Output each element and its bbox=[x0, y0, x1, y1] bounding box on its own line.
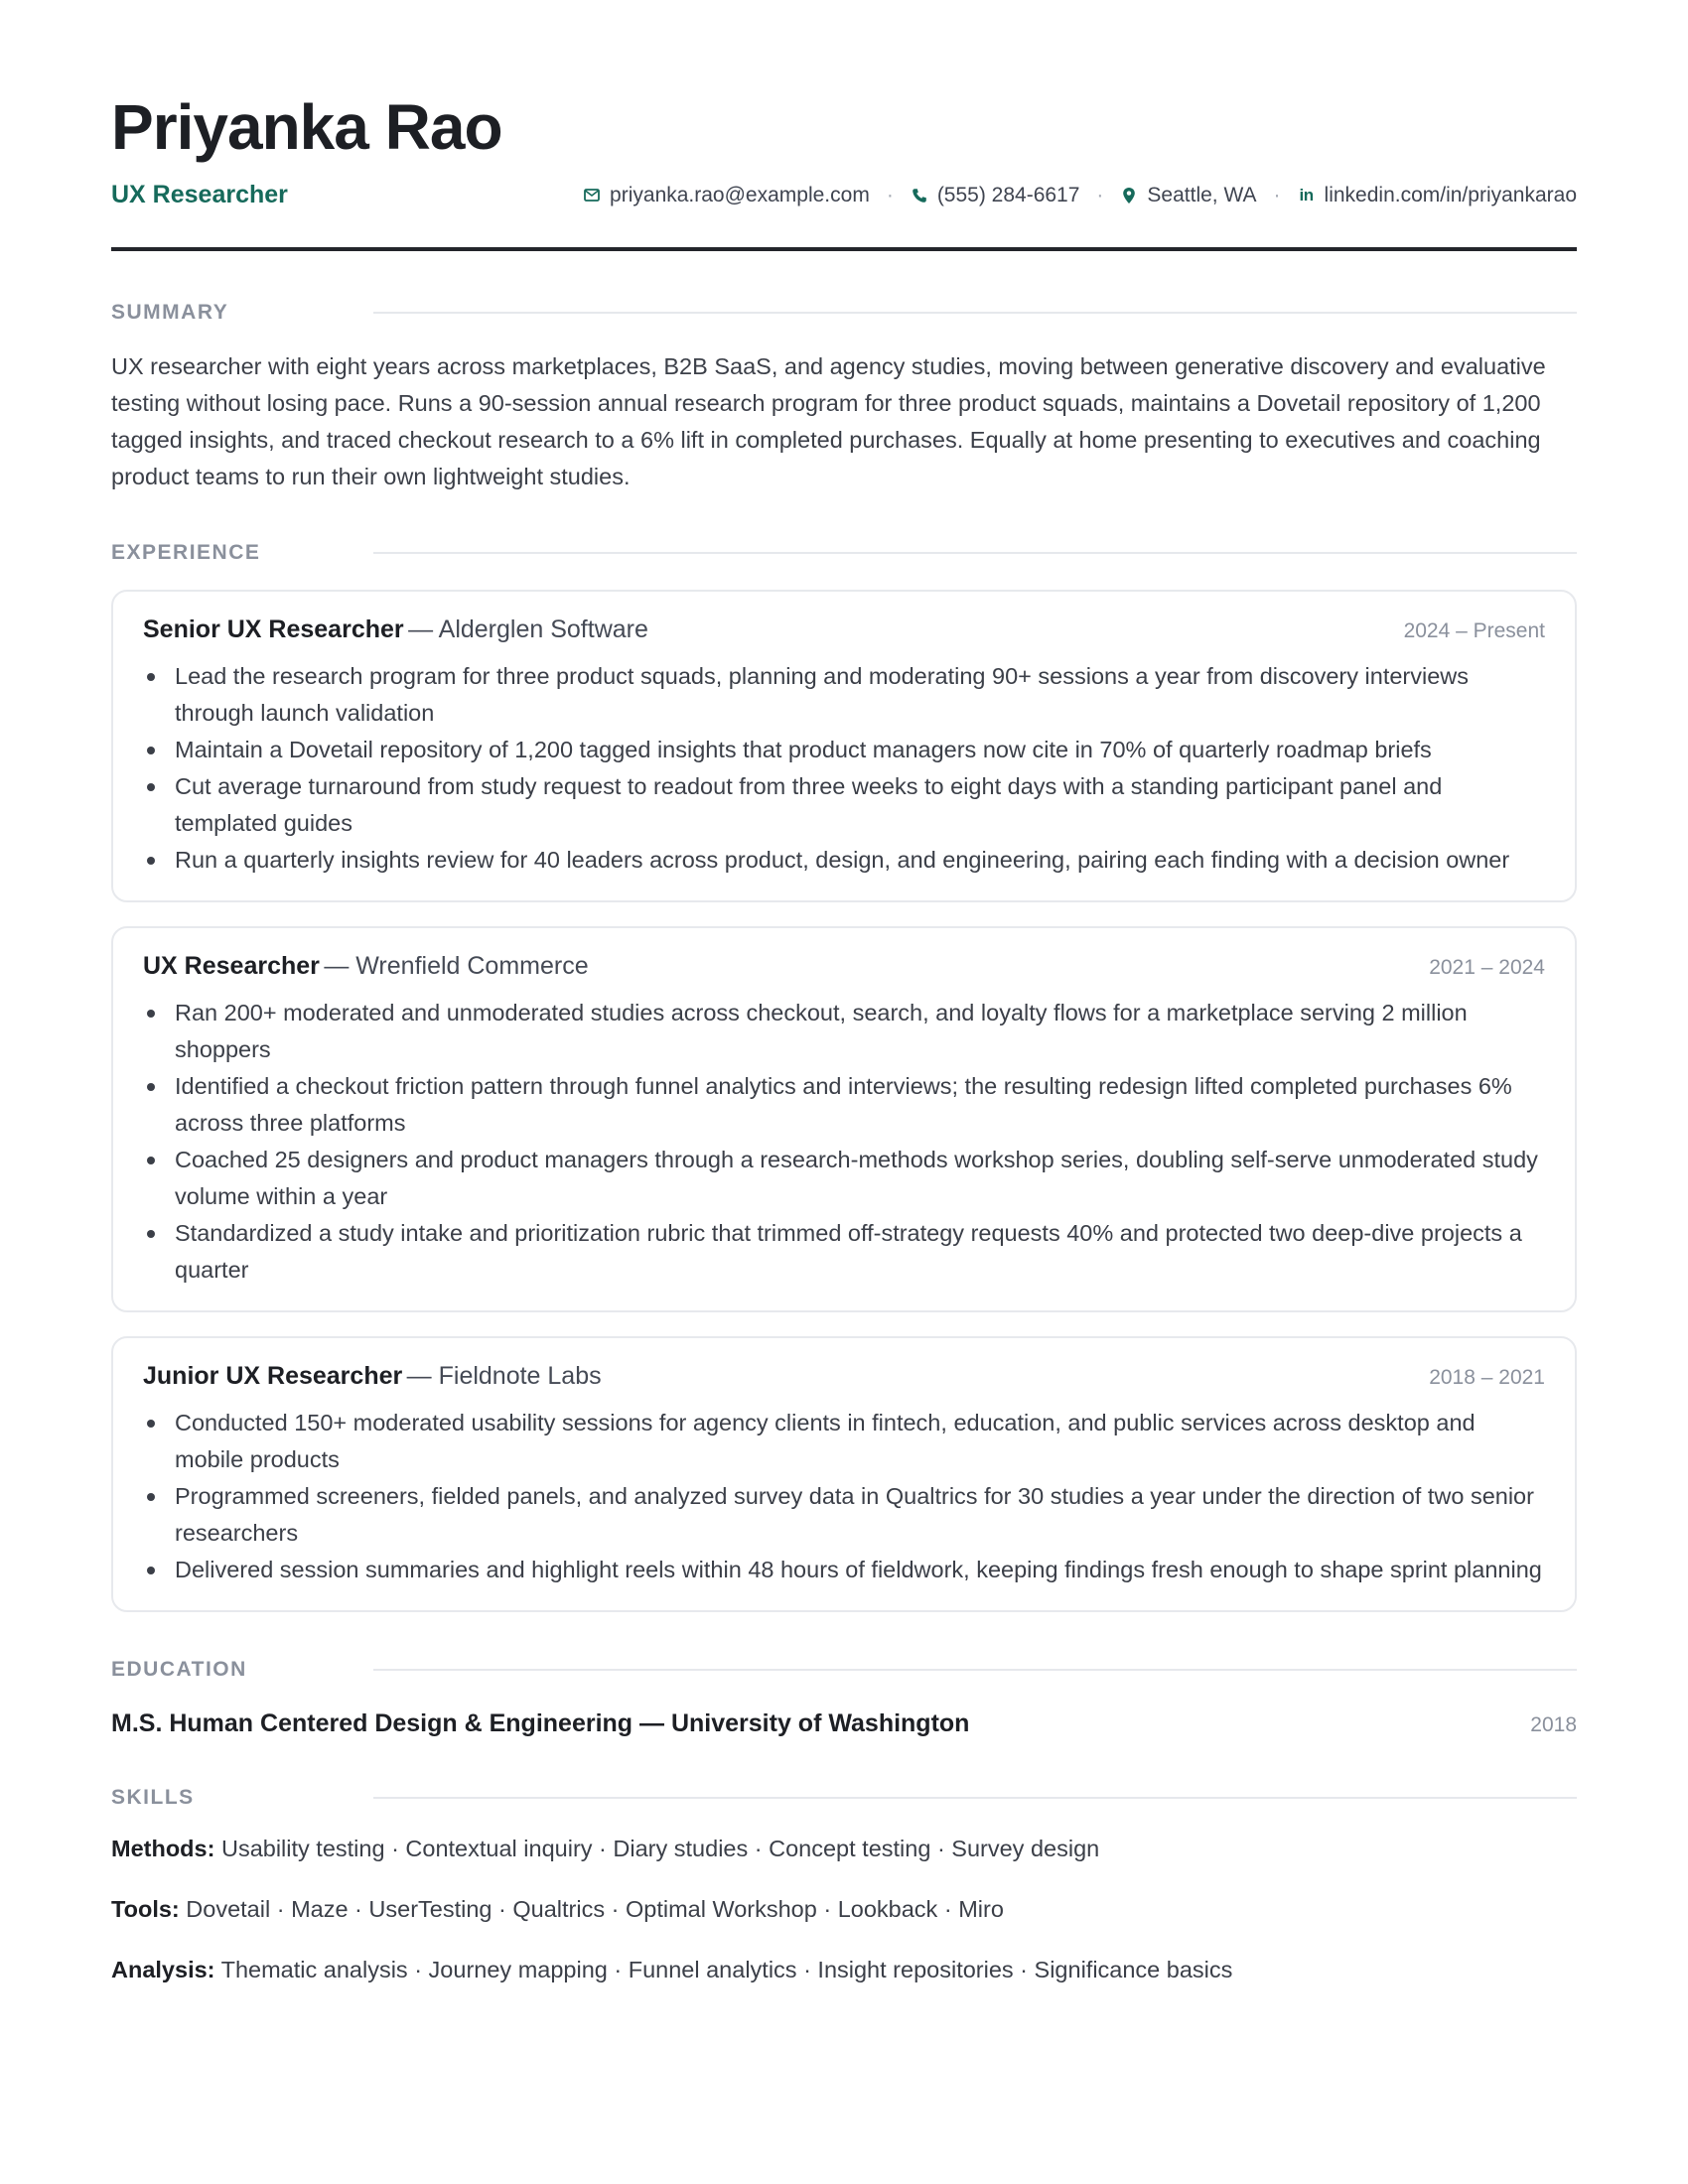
job-bullet: Run a quarterly insights review for 40 leaders across product, design, and engineering, pairing each finding with a decision owner bbox=[143, 842, 1545, 879]
candidate-name: Priyanka Rao bbox=[111, 91, 502, 163]
contact-location-text: Seattle, WA bbox=[1147, 183, 1257, 206]
experience-heading bbox=[111, 541, 1577, 565]
skill-group-items: Thematic analysis · Journey mapping · Funnel analytics · Insight repositories · Significance basics bbox=[220, 1957, 1233, 1982]
job-bullets bbox=[143, 658, 1545, 879]
header-row bbox=[111, 181, 1577, 209]
job-dates: 2018 – 2021 bbox=[1429, 1366, 1545, 1389]
education-heading bbox=[111, 1658, 1577, 1682]
contact-separator: · bbox=[1273, 183, 1281, 206]
summary-section bbox=[111, 301, 1577, 495]
header-divider bbox=[111, 247, 1577, 251]
experience-card bbox=[111, 926, 1577, 1312]
job-company: — Fieldnote Labs bbox=[406, 1362, 602, 1390]
job-bullet: Programmed screeners, fielded panels, and analyzed survey data in Qualtrics for 30 studies a year under the direction of two senior researchers bbox=[143, 1478, 1545, 1552]
education-entry bbox=[111, 1709, 1577, 1738]
education-degree: M.S. Human Centered Design & Engineering — University of Washington bbox=[111, 1709, 970, 1737]
skill-group bbox=[111, 1834, 1577, 1863]
education-year: 2018 bbox=[1530, 1713, 1577, 1736]
skill-group-items: Usability testing · Contextual inquiry · Diary studies · Concept testing · Survey design bbox=[220, 1836, 1100, 1861]
job-bullet: Standardized a study intake and prioritization rubric that trimmed off-strategy requests 40% and protected two deep-dive projects a quarter bbox=[143, 1215, 1545, 1289]
contact-email-text: priyanka.rao@example.com bbox=[610, 183, 870, 206]
job-title: Senior UX Researcher bbox=[143, 615, 404, 643]
job-bullet: Delivered session summaries and highlight reels within 48 hours of fieldwork, keeping findings fresh enough to shape sprint planning bbox=[143, 1552, 1545, 1588]
skill-group bbox=[111, 1894, 1577, 1924]
contact-list bbox=[583, 184, 1577, 207]
contact-linkedin[interactable] bbox=[1298, 184, 1577, 207]
job-title: Junior UX Researcher bbox=[143, 1362, 403, 1390]
job-bullet: Conducted 150+ moderated usability sessions for agency clients in fintech, education, and public services across desktop and mobile products bbox=[143, 1405, 1545, 1478]
job-dates: 2021 – 2024 bbox=[1429, 956, 1545, 979]
education-section bbox=[111, 1658, 1577, 1738]
skill-group-label: Methods: bbox=[111, 1836, 215, 1861]
phone-icon bbox=[911, 187, 928, 205]
contact-separator: · bbox=[886, 183, 894, 206]
job-bullet: Identified a checkout friction pattern through funnel analytics and interviews; the resulting redesign lifted completed purchases 6% across three platforms bbox=[143, 1068, 1545, 1142]
section-divider bbox=[373, 1669, 1577, 1671]
job-header bbox=[143, 1362, 1545, 1391]
skill-group bbox=[111, 1955, 1577, 1984]
job-bullet: Cut average turnaround from study request to readout from three weeks to eight days with a standing participant panel and templated guides bbox=[143, 768, 1545, 842]
section-title: EXPERIENCE bbox=[111, 541, 261, 564]
contact-email[interactable] bbox=[583, 184, 870, 207]
experience-card bbox=[111, 590, 1577, 902]
contact-linkedin-text: linkedin.com/in/priyankarao bbox=[1324, 183, 1577, 206]
job-bullet: Coached 25 designers and product managers through a research-methods workshop series, doubling self-serve unmoderated study volume within a year bbox=[143, 1142, 1545, 1215]
skill-group-label: Tools: bbox=[111, 1896, 180, 1922]
skills-section bbox=[111, 1786, 1577, 1984]
job-header bbox=[143, 952, 1545, 981]
job-bullet: Lead the research program for three product squads, planning and moderating 90+ sessions a year from discovery interviews through launch validation bbox=[143, 658, 1545, 732]
experience-section bbox=[111, 541, 1577, 1612]
job-role: UX Researcher bbox=[111, 181, 288, 208]
job-bullet: Ran 200+ moderated and unmoderated studies across checkout, search, and loyalty flows for a marketplace serving 2 million shoppers bbox=[143, 995, 1545, 1068]
job-bullets bbox=[143, 995, 1545, 1289]
job-bullet: Maintain a Dovetail repository of 1,200 tagged insights that product managers now cite in 70% of quarterly roadmap briefs bbox=[143, 732, 1545, 768]
job-header bbox=[143, 615, 1545, 644]
job-company: — Alderglen Software bbox=[408, 615, 648, 643]
job-title: UX Researcher bbox=[143, 952, 320, 980]
section-divider bbox=[373, 1797, 1577, 1799]
section-divider bbox=[373, 552, 1577, 554]
section-title: SUMMARY bbox=[111, 301, 229, 324]
location-pin-icon bbox=[1120, 187, 1138, 205]
mail-icon bbox=[583, 187, 601, 205]
contact-phone-text: (555) 284-6617 bbox=[936, 183, 1080, 206]
section-title: EDUCATION bbox=[111, 1658, 247, 1681]
section-title: SKILLS bbox=[111, 1786, 195, 1809]
section-divider bbox=[373, 312, 1577, 314]
experience-card bbox=[111, 1336, 1577, 1612]
summary-text: UX researcher with eight years across marketplaces, B2B SaaS, and agency studies, moving between generative discovery and evaluative testing without losing pace. Runs a 90-session annual research program for three product squads, maintains a Dovetail repository of 1,200 tagged insights, and traced checkout research to a 6% lift in completed purchases. Equally at home presenting to executives and coaching product teams to run their own lightweight studies. bbox=[111, 353, 1546, 489]
skill-group-label: Analysis: bbox=[111, 1957, 215, 1982]
contact-separator: · bbox=[1096, 183, 1104, 206]
contact-phone[interactable] bbox=[911, 184, 1080, 207]
linkedin-icon: in bbox=[1299, 185, 1314, 205]
summary-heading bbox=[111, 301, 1577, 325]
skills-heading bbox=[111, 1786, 1577, 1810]
contact-location bbox=[1120, 184, 1256, 207]
job-dates: 2024 – Present bbox=[1403, 619, 1545, 642]
job-company: — Wrenfield Commerce bbox=[324, 952, 589, 980]
job-bullets bbox=[143, 1405, 1545, 1588]
resume-header bbox=[111, 91, 1577, 251]
skill-group-items: Dovetail · Maze · UserTesting · Qualtrics · Optimal Workshop · Lookback · Miro bbox=[186, 1896, 1004, 1922]
